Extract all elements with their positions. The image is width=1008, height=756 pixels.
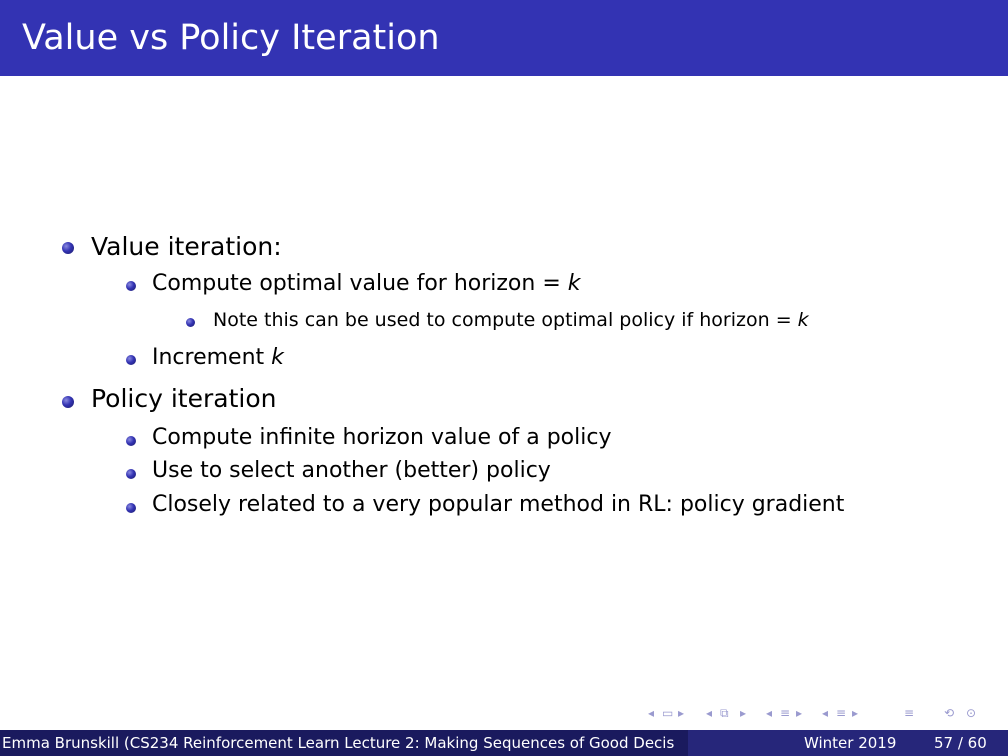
bullet-icon <box>62 396 74 408</box>
bullet-increment <box>152 345 284 370</box>
bullet-use-to-select: Use to select another (better) policy <box>152 458 551 483</box>
nav-left-arrow-icon[interactable]: ◂ <box>706 706 713 720</box>
nav-right-arrow-icon[interactable]: ▸ <box>740 706 747 720</box>
var-k: k <box>567 271 581 296</box>
footer-right <box>688 730 1008 756</box>
nav-left-arrow-icon[interactable]: ◂ <box>822 706 829 720</box>
bullet-icon <box>186 318 195 327</box>
nav-doc-icon[interactable]: ≡ <box>836 706 847 720</box>
footer-page-number: 57 / 60 <box>934 734 987 752</box>
nav-subsection-icon[interactable]: ⧉ <box>720 706 729 720</box>
nav-zoom-icon[interactable]: ⊙ <box>966 706 977 720</box>
footer-author-title <box>0 730 688 756</box>
slide-title: Value vs Policy Iteration <box>22 18 440 58</box>
bullet-compute-infinite: Compute infinite horizon value of a policy <box>152 425 612 450</box>
footer-author-title-text: Emma Brunskill (CS234 Reinforcement Learn Lecture 2: Making Sequences of Good Decis <box>2 734 675 752</box>
bullet-icon <box>62 242 74 254</box>
nav-right-arrow-icon[interactable]: ▸ <box>678 706 685 720</box>
var-k: k <box>271 345 284 370</box>
bullet-closely-related: Closely related to a very popular method in RL: policy gradient <box>152 492 845 517</box>
nav-section-icon[interactable]: ≡ <box>780 706 791 720</box>
bullet-policy-iteration: Policy iteration <box>91 384 277 413</box>
nav-align-icon[interactable]: ≡ <box>904 706 915 720</box>
var-k: k <box>797 309 809 331</box>
bullet-icon <box>126 436 136 446</box>
nav-right-arrow-icon[interactable]: ▸ <box>852 706 859 720</box>
nav-left-arrow-icon[interactable]: ◂ <box>648 706 655 720</box>
bullet-icon <box>126 503 136 513</box>
slide-footer <box>0 730 1008 756</box>
bullet-note <box>213 309 809 331</box>
bullet-compute-optimal-text: Compute optimal value for horizon = <box>152 271 568 296</box>
bullet-note-text: Note this can be used to compute optimal policy if horizon = <box>213 309 798 331</box>
bullet-icon <box>126 469 136 479</box>
bullet-value-iteration: Value iteration: <box>91 232 282 261</box>
bullet-compute-optimal <box>152 271 581 296</box>
nav-right-arrow-icon[interactable]: ▸ <box>796 706 803 720</box>
nav-frame-icon[interactable]: ▭ <box>662 706 674 720</box>
bullet-increment-text: Increment <box>152 345 272 370</box>
nav-search-icon[interactable]: ⟲ <box>944 706 955 720</box>
bullet-icon <box>126 281 136 291</box>
nav-left-arrow-icon[interactable]: ◂ <box>766 706 773 720</box>
bullet-icon <box>126 355 136 365</box>
footer-date: Winter 2019 <box>804 734 897 752</box>
